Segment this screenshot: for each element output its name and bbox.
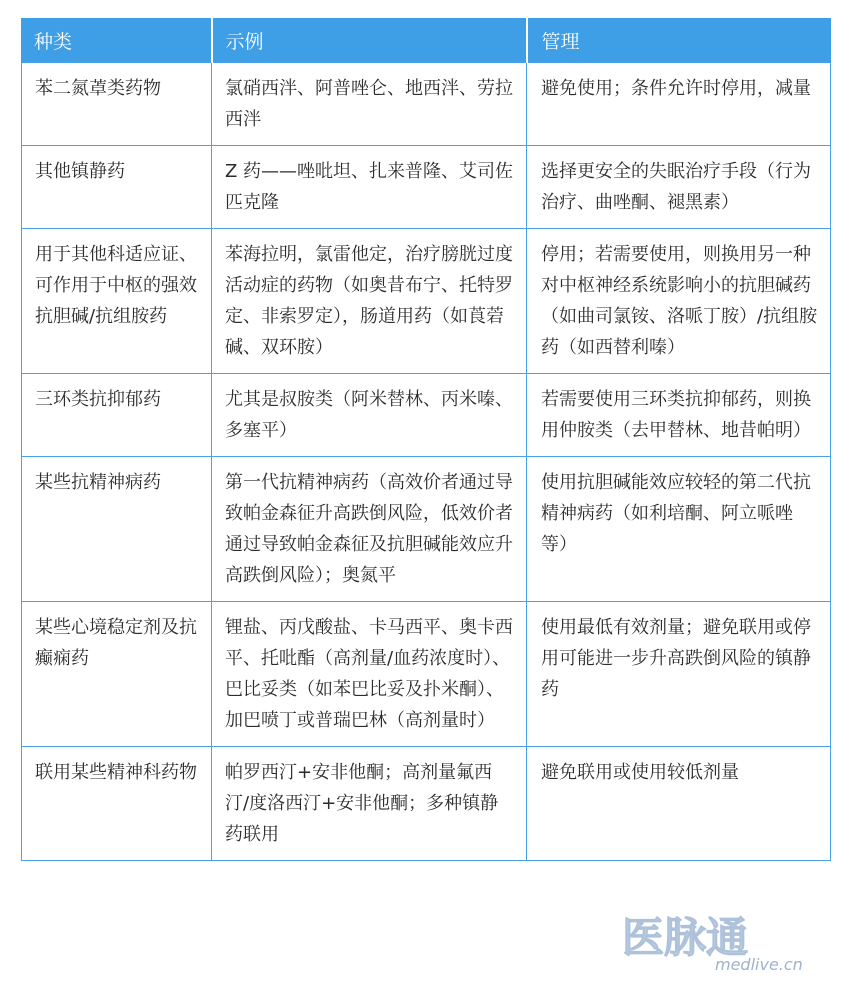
category-cell: 某些心境稳定剂及抗癫痫药 [22, 602, 212, 747]
management-cell: 避免联用或使用较低剂量 [527, 747, 831, 861]
table-header-row [22, 18, 831, 63]
medlive-site-text: medlive.cn [715, 955, 803, 974]
drug-fall-risk-table [21, 18, 831, 861]
category-cell: 用于其他科适应证、可作用于中枢的强效抗胆碱/抗组胺药 [22, 229, 212, 374]
examples-cell: 苯海拉明，氯雷他定，治疗膀胱过度活动症的药物（如奥昔布宁、托特罗定、非索罗定），肠道用药（如莨菪碱、双环胺） [212, 229, 527, 374]
management-cell: 使用最低有效剂量；避免联用或停用可能进一步升高跌倒风险的镇静药 [527, 602, 831, 747]
examples-cell: 锂盐、丙戊酸盐、卡马西平、奥卡西平、托吡酯（高剂量/血药浓度时）、巴比妥类（如苯巴比妥及扑米酮）、加巴喷丁或普瑞巴林（高剂量时） [212, 602, 527, 747]
header-management: 管理 [527, 18, 831, 63]
examples-cell: 尤其是叔胺类（阿米替林、丙米嗪、多塞平） [212, 374, 527, 457]
table-row [22, 747, 831, 861]
management-cell: 使用抗胆碱能效应较轻的第二代抗精神病药（如利培酮、阿立哌唑等） [527, 457, 831, 602]
management-cell: 若需要使用三环类抗抑郁药，则换用仲胺类（去甲替林、地昔帕明） [527, 374, 831, 457]
examples-cell: 第一代抗精神病药（高效价者通过导致帕金森征升高跌倒风险，低效价者通过导致帕金森征及抗胆碱能效应升高跌倒风险）；奥氮平 [212, 457, 527, 602]
category-cell: 某些抗精神病药 [22, 457, 212, 602]
header-examples: 示例 [212, 18, 527, 63]
management-cell: 停用；若需要使用，则换用另一种对中枢神经系统影响小的抗胆碱药（如曲司氯铵、洛哌丁胺）/抗组胺药（如西替利嗪） [527, 229, 831, 374]
table-row [22, 63, 831, 146]
table-row [22, 602, 831, 747]
table-row [22, 146, 831, 229]
header-category: 种类 [22, 18, 212, 63]
table-row [22, 457, 831, 602]
medlive-logo-icon [622, 912, 802, 958]
table-row [22, 229, 831, 374]
table-row [22, 374, 831, 457]
category-cell: 其他镇静药 [22, 146, 212, 229]
category-cell: 苯二氮䓬类药物 [22, 63, 212, 146]
svg-text:医脉通: 医脉通 [622, 913, 749, 958]
category-cell: 三环类抗抑郁药 [22, 374, 212, 457]
management-cell: 避免使用；条件允许时停用，减量 [527, 63, 831, 146]
category-cell: 联用某些精神科药物 [22, 747, 212, 861]
examples-cell: Z 药——唑吡坦、扎来普隆、艾司佐匹克隆 [212, 146, 527, 229]
management-cell: 选择更安全的失眠治疗手段（行为治疗、曲唑酮、褪黑素） [527, 146, 831, 229]
medlive-watermark [622, 912, 832, 980]
examples-cell: 氯硝西泮、阿普唑仑、地西泮、劳拉西泮 [212, 63, 527, 146]
examples-cell: 帕罗西汀+安非他酮；高剂量氟西汀/度洛西汀+安非他酮；多种镇静药联用 [212, 747, 527, 861]
